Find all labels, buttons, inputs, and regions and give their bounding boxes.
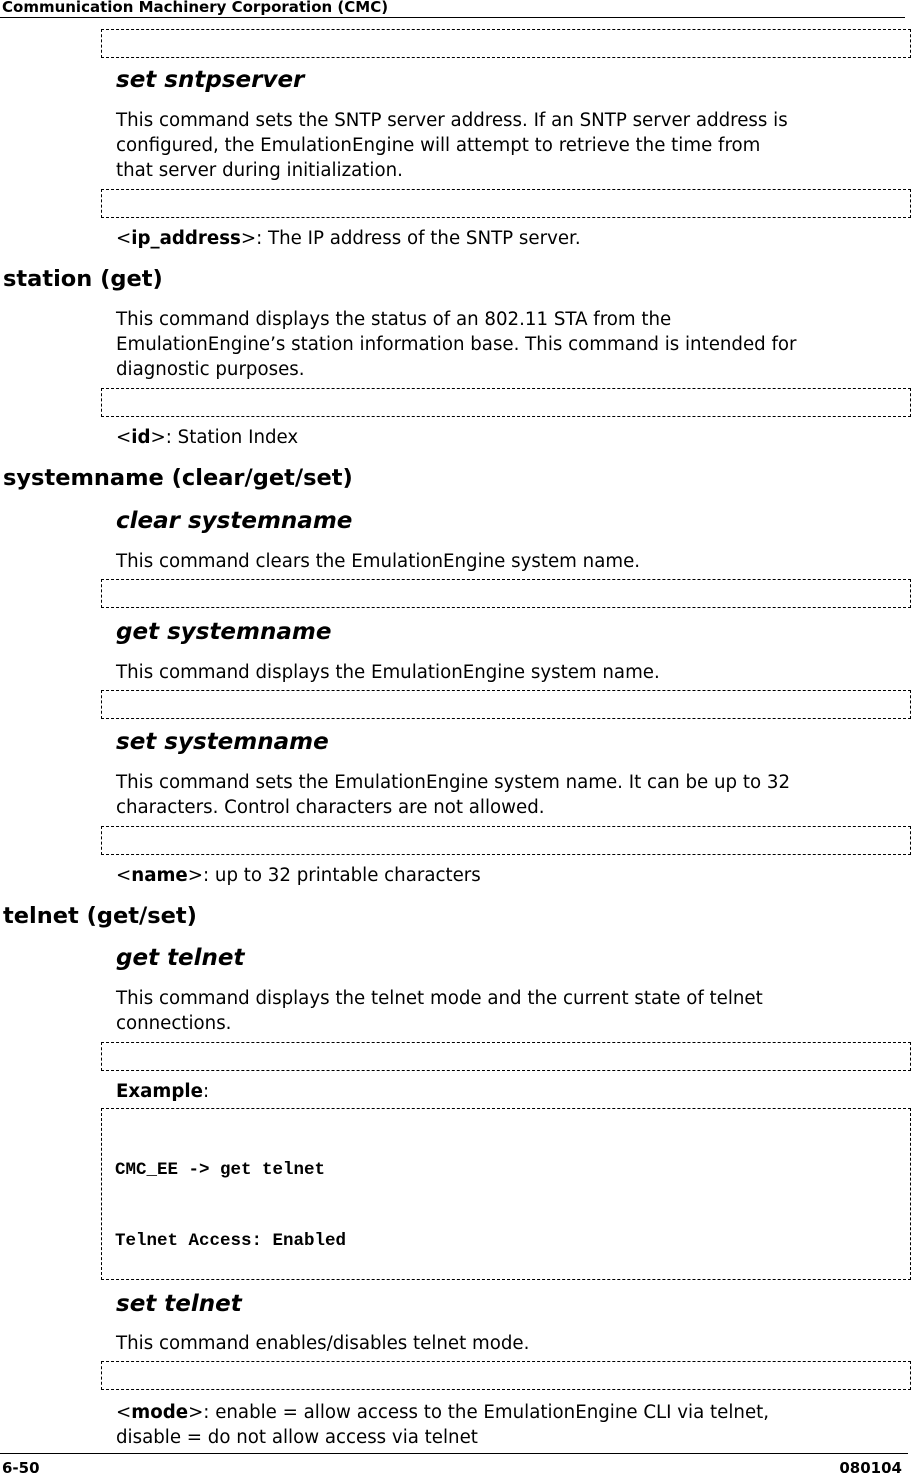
code-line: CMC_EE -> get telnet — [115, 1160, 326, 1180]
arg-name: mode — [131, 1402, 189, 1423]
paragraph — [116, 307, 906, 382]
paragraph — [116, 770, 906, 820]
example-code-block — [101, 1108, 911, 1280]
section-heading-telnet: telnet (get/set) — [3, 903, 197, 929]
subheading-get-telnet: get telnet — [116, 945, 245, 971]
text-line: characters. Control characters are not allowed. — [116, 797, 545, 818]
subheading-set-systemname: set systemname — [116, 729, 329, 755]
paragraph — [116, 549, 906, 574]
arg-open: < — [116, 1402, 132, 1423]
section-heading-systemname: systemname (clear/get/set) — [3, 465, 353, 491]
code-block — [101, 189, 911, 218]
footer-rule — [0, 1453, 908, 1454]
arg-name: ip_address — [131, 228, 241, 249]
code-block — [101, 690, 911, 719]
arg-name: name — [131, 865, 188, 886]
code-block — [101, 1042, 911, 1071]
text-line: configured, the EmulationEngine will attempt to retrieve the time from — [116, 135, 761, 156]
argument-description — [116, 863, 906, 888]
subheading-set-sntpserver: set sntpserver — [116, 67, 305, 93]
text-line: connections. — [116, 1013, 232, 1034]
paragraph — [116, 986, 906, 1036]
arg-text-continued: disable = do not allow access via telnet — [116, 1427, 478, 1448]
section-heading-station: station (get) — [3, 266, 163, 292]
text-line: This command sets the SNTP server address. If an SNTP server address is — [116, 110, 788, 131]
text-line: This command displays the EmulationEngine system name. — [116, 662, 660, 683]
arg-text: >: up to 32 printable characters — [187, 865, 481, 886]
arg-name: id — [131, 427, 151, 448]
text-line: EmulationEngine’s station information base. This command is intended for — [116, 334, 797, 355]
header-rule — [0, 17, 905, 18]
paragraph — [116, 1331, 906, 1356]
text-line: that server during initialization. — [116, 160, 403, 181]
text-line: This command displays the telnet mode and the current state of telnet — [116, 988, 763, 1009]
code-block — [101, 29, 911, 58]
text-line: This command enables/disables telnet mode. — [116, 1333, 530, 1354]
code-block — [101, 1361, 911, 1390]
arg-open: < — [116, 865, 132, 886]
arg-open: < — [116, 228, 132, 249]
text-line: This command sets the EmulationEngine system name. It can be up to 32 — [116, 772, 791, 793]
subheading-clear-systemname: clear systemname — [116, 508, 353, 534]
page-number: 6-50 — [2, 1459, 40, 1477]
argument-description — [116, 425, 906, 450]
code-line: Telnet Access: Enabled — [115, 1230, 347, 1251]
document-id: 080104 — [839, 1459, 902, 1477]
paragraph — [116, 108, 906, 183]
code-block — [101, 826, 911, 855]
text-line: This command displays the status of an 802.11 STA from the — [116, 309, 672, 330]
argument-description — [116, 226, 906, 251]
subheading-get-systemname: get systemname — [116, 619, 332, 645]
text-line: diagnostic purposes. — [116, 359, 305, 380]
paragraph — [116, 660, 906, 685]
code-block — [101, 579, 911, 608]
arg-text: >: The IP address of the SNTP server. — [240, 228, 581, 249]
arg-text: >: enable = allow access to the EmulationEngine CLI via telnet, — [188, 1402, 770, 1423]
subheading-set-telnet: set telnet — [116, 1291, 242, 1317]
example-colon: : — [202, 1081, 210, 1102]
example-label: Example — [116, 1081, 203, 1102]
argument-description — [116, 1400, 906, 1450]
code-block — [101, 388, 911, 417]
running-header: Communication Machinery Corporation (CMC) — [2, 0, 389, 16]
arg-text: >: Station Index — [150, 427, 299, 448]
arg-open: < — [116, 427, 132, 448]
text-line: This command clears the EmulationEngine system name. — [116, 551, 641, 572]
example-label-line — [116, 1079, 906, 1104]
